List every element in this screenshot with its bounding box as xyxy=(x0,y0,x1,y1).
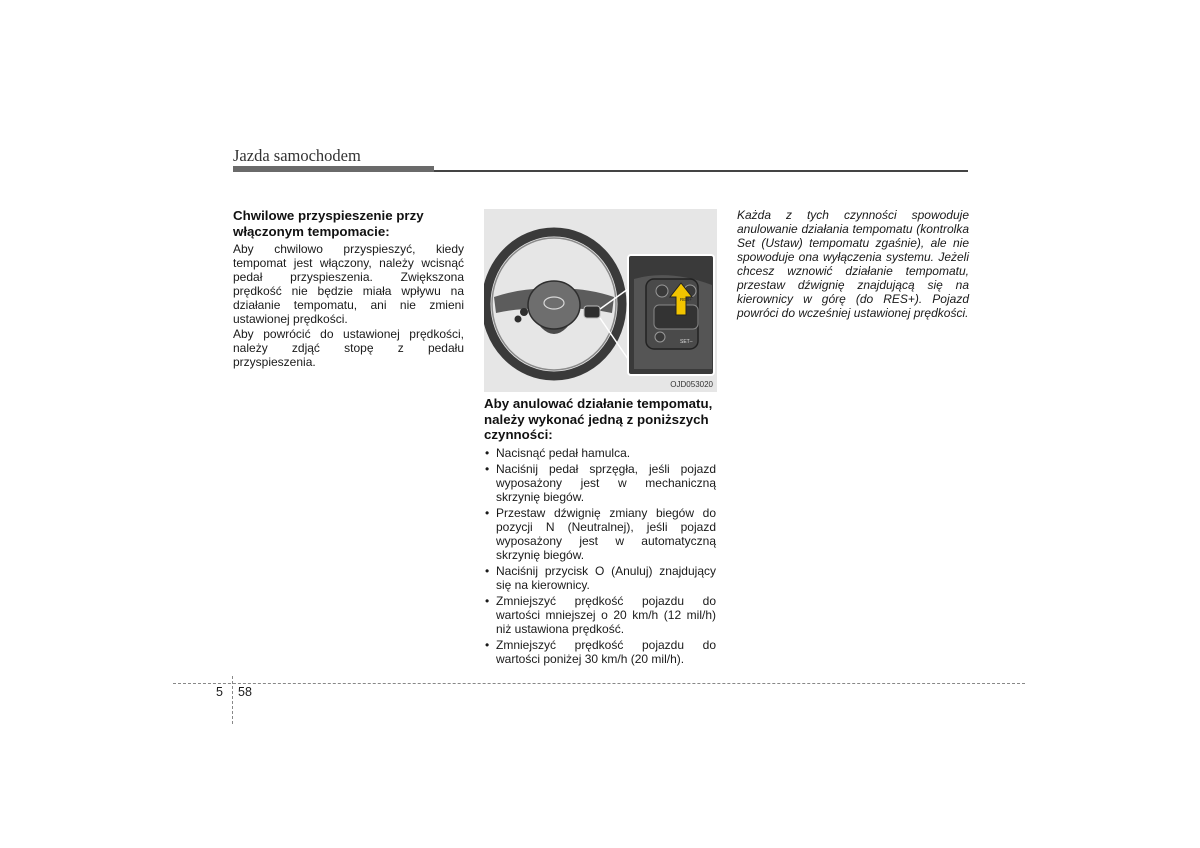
left-column xyxy=(233,208,464,370)
right-column xyxy=(737,208,969,321)
footer-rule xyxy=(173,683,1025,684)
chapter-number: 5 xyxy=(216,685,223,699)
res-button-label: RES+ xyxy=(680,297,692,302)
cancel-actions-list xyxy=(484,446,716,666)
set-button-label: SET– xyxy=(680,339,693,345)
page-header-title: Jazda samochodem xyxy=(233,146,361,165)
paragraph: Aby powrócić do ustawionej prędkości, należy zdjąć stopę z pedału przyspieszenia. xyxy=(233,327,464,369)
steering-wheel-hub xyxy=(528,281,580,329)
page-number: 58 xyxy=(238,685,252,699)
list-item: • Zmniejszyć prędkość pojazdu do wartości poniżej 30 km/h (20 mil/h). xyxy=(485,637,716,666)
steering-wheel-illustration xyxy=(484,209,717,392)
steering-wheel-figure xyxy=(484,209,717,392)
list-item: • Zmniejszyć prędkość pojazdu do wartości mniejszej o 20 km/h (12 mil/h) niż ustawiona prędkość. xyxy=(485,593,716,636)
section-heading-cancel: Aby anulować działanie tempomatu, należy wykonać jedną z poniższych czynności: xyxy=(484,396,713,442)
footer-divider xyxy=(232,676,233,724)
header-rule xyxy=(434,170,968,172)
list-item: • Nacisnąć pedał hamulca. xyxy=(485,445,631,460)
header-bar xyxy=(233,166,434,172)
figure-code: OJD053020 xyxy=(670,380,713,389)
paragraph: Każda z tych czynności spowoduje anulowanie działania tempomatu (kontrolka Set (Ustaw) tempomatu zgaśnie), ale nie spowoduje ona wyłączenia systemu. Jeżeli chcesz wznowić działanie tempomatu, przestaw dźwignię znajdującą się na kierownicy w górę (do RES+). Pojazd powróci do wcześniej ustawionej prędkości. xyxy=(737,208,969,320)
list-item: • Naciśnij pedał sprzęgła, jeśli pojazd wyposażony jest w mechaniczną skrzynię biegów. xyxy=(485,461,716,504)
section-heading-acceleration: Chwilowe przyspieszenie przy włączonym tempomacie: xyxy=(233,208,424,239)
paragraph: Aby chwilowo przyspieszyć, kiedy tempomat jest włączony, należy wcisnąć pedał przyspieszenia. Zwiększona prędkość nie będzie miała wpływu na działanie tempomatu, ani nie zmieni ustawionej prędkości. xyxy=(233,242,464,326)
list-item: • Przestaw dźwignię zmiany biegów do pozycji N (Neutralnej), jeśli pojazd wyposażony jest w automatyczną skrzynię biegów. xyxy=(485,505,716,562)
middle-column xyxy=(484,396,716,668)
list-item: • Naciśnij przycisk O (Anuluj) znajdujący się na kierownicy. xyxy=(485,563,716,592)
